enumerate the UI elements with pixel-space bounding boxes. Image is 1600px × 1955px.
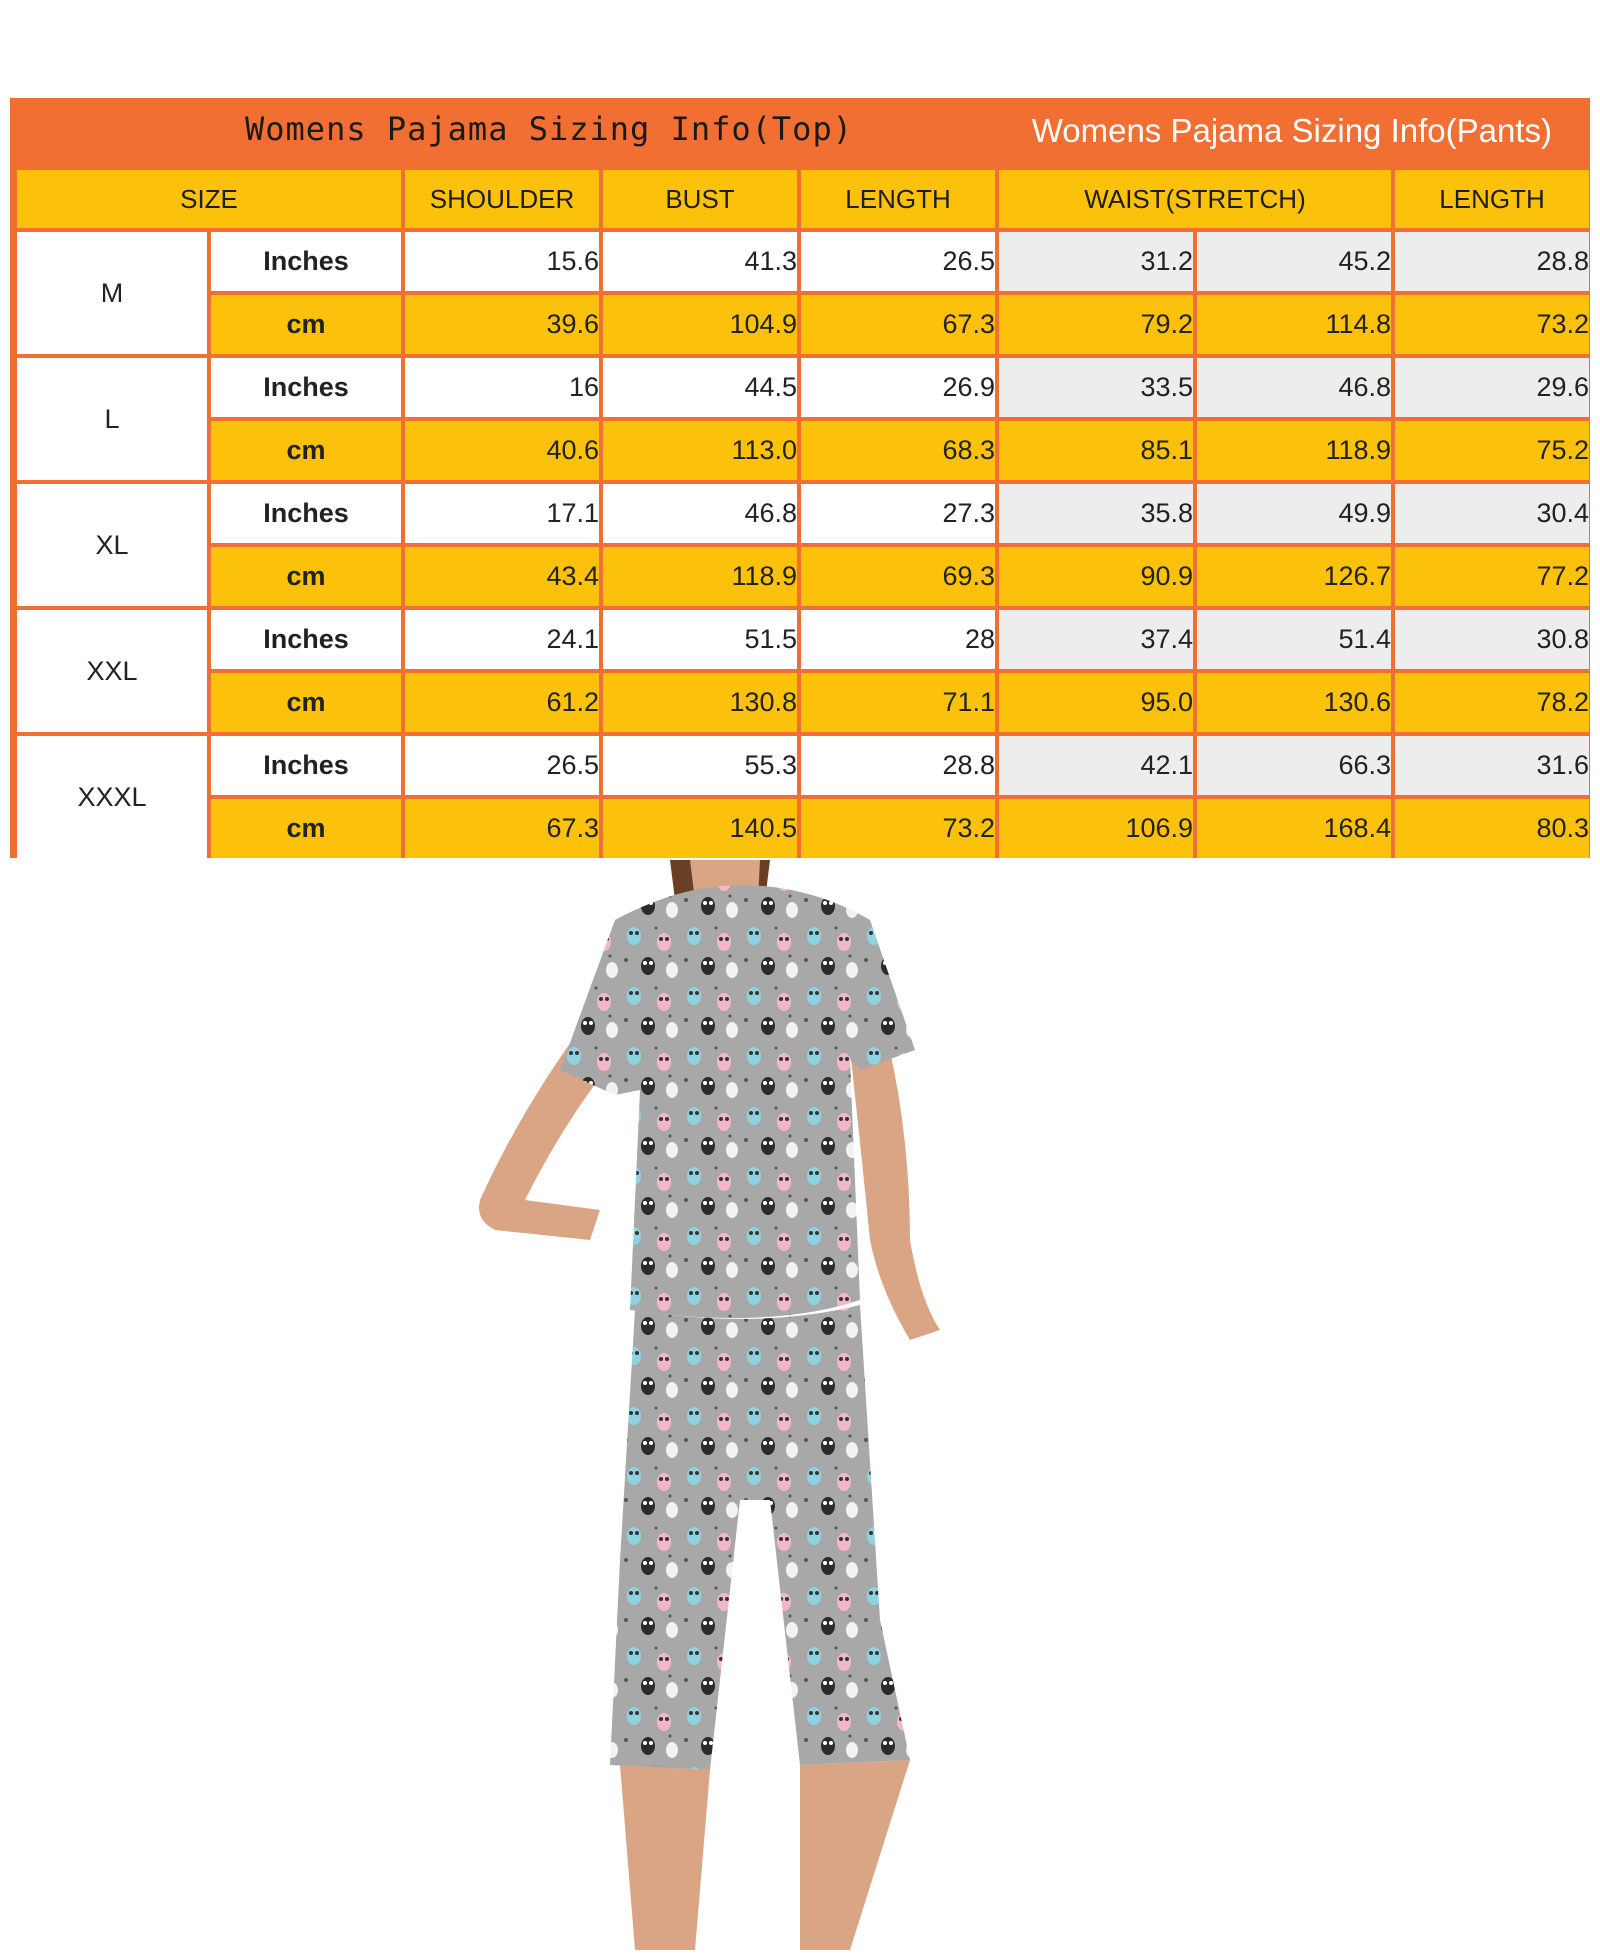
value-cell: 67.3 [801,295,995,354]
size-row-inches [17,484,1589,543]
pajama-illustration [440,860,1060,1950]
value-cell: 28.8 [801,736,995,795]
value-cell: 26.5 [405,736,599,795]
title-top: Womens Pajama Sizing Info(Top) [245,110,853,148]
value-cell: 79.2 [999,295,1193,354]
value-cell: 113.0 [603,421,797,480]
size-label: L [17,358,207,480]
value-cell: 73.2 [1395,295,1589,354]
size-label: XL [17,484,207,606]
value-cell: 35.8 [999,484,1193,543]
value-cell: 31.6 [1395,736,1589,795]
size-label: M [17,232,207,354]
value-cell: 51.4 [1197,610,1391,669]
header-waist: WAIST(STRETCH) [999,170,1391,228]
value-cell: 24.1 [405,610,599,669]
size-row-inches [17,232,1589,291]
value-cell: 130.6 [1197,673,1391,732]
unit-inches: Inches [211,358,401,417]
value-cell: 69.3 [801,547,995,606]
value-cell: 15.6 [405,232,599,291]
value-cell: 39.6 [405,295,599,354]
size-row-inches [17,610,1589,669]
unit-cm: cm [211,799,401,858]
value-cell: 30.4 [1395,484,1589,543]
value-cell: 30.8 [1395,610,1589,669]
unit-inches: Inches [211,736,401,795]
pajama-model-photo [440,860,1060,1950]
unit-inches: Inches [211,484,401,543]
value-cell: 80.3 [1395,799,1589,858]
header-shoulder: SHOULDER [405,170,599,228]
value-cell: 68.3 [801,421,995,480]
value-cell: 33.5 [999,358,1193,417]
value-cell: 130.8 [603,673,797,732]
header-bust: BUST [603,170,797,228]
value-cell: 43.4 [405,547,599,606]
value-cell: 71.1 [801,673,995,732]
header-top-length: LENGTH [801,170,995,228]
title-pants: Womens Pajama Sizing Info(Pants) [1031,112,1552,149]
header-row [17,170,1589,228]
value-cell: 114.8 [1197,295,1391,354]
value-cell: 45.2 [1197,232,1391,291]
unit-inches: Inches [211,232,401,291]
value-cell: 51.5 [603,610,797,669]
size-label: XXXL [17,736,207,858]
value-cell: 55.3 [603,736,797,795]
size-row-inches [17,358,1589,417]
value-cell: 49.9 [1197,484,1391,543]
value-cell: 67.3 [405,799,599,858]
value-cell: 118.9 [1197,421,1391,480]
value-cell: 29.6 [1395,358,1589,417]
value-cell: 44.5 [603,358,797,417]
value-cell: 17.1 [405,484,599,543]
size-row-cm [17,673,1589,732]
size-label: XXL [17,610,207,732]
size-row-cm [17,295,1589,354]
value-cell: 168.4 [1197,799,1391,858]
value-cell: 140.5 [603,799,797,858]
value-cell: 73.2 [801,799,995,858]
value-cell: 85.1 [999,421,1193,480]
header-pants-length: LENGTH [1395,170,1589,228]
size-chart [10,98,1590,858]
unit-cm: cm [211,421,401,480]
value-cell: 28 [801,610,995,669]
value-cell: 28.8 [1395,232,1589,291]
unit-cm: cm [211,547,401,606]
value-cell: 95.0 [999,673,1193,732]
unit-cm: cm [211,673,401,732]
value-cell: 90.9 [999,547,1193,606]
value-cell: 27.3 [801,484,995,543]
value-cell: 46.8 [1197,358,1391,417]
value-cell: 66.3 [1197,736,1391,795]
size-row-cm [17,799,1589,858]
value-cell: 42.1 [999,736,1193,795]
value-cell: 78.2 [1395,673,1589,732]
value-cell: 46.8 [603,484,797,543]
value-cell: 75.2 [1395,421,1589,480]
value-cell: 16 [405,358,599,417]
value-cell: 106.9 [999,799,1193,858]
value-cell: 118.9 [603,547,797,606]
value-cell: 77.2 [1395,547,1589,606]
value-cell: 37.4 [999,610,1193,669]
value-cell: 41.3 [603,232,797,291]
size-row-inches [17,736,1589,795]
value-cell: 26.9 [801,358,995,417]
unit-cm: cm [211,295,401,354]
unit-inches: Inches [211,610,401,669]
header-size: SIZE [17,170,401,228]
value-cell: 104.9 [603,295,797,354]
value-cell: 40.6 [405,421,599,480]
value-cell: 126.7 [1197,547,1391,606]
size-table [13,166,1593,862]
value-cell: 26.5 [801,232,995,291]
value-cell: 31.2 [999,232,1193,291]
size-row-cm [17,421,1589,480]
size-row-cm [17,547,1589,606]
title-bar [10,98,1590,164]
value-cell: 61.2 [405,673,599,732]
